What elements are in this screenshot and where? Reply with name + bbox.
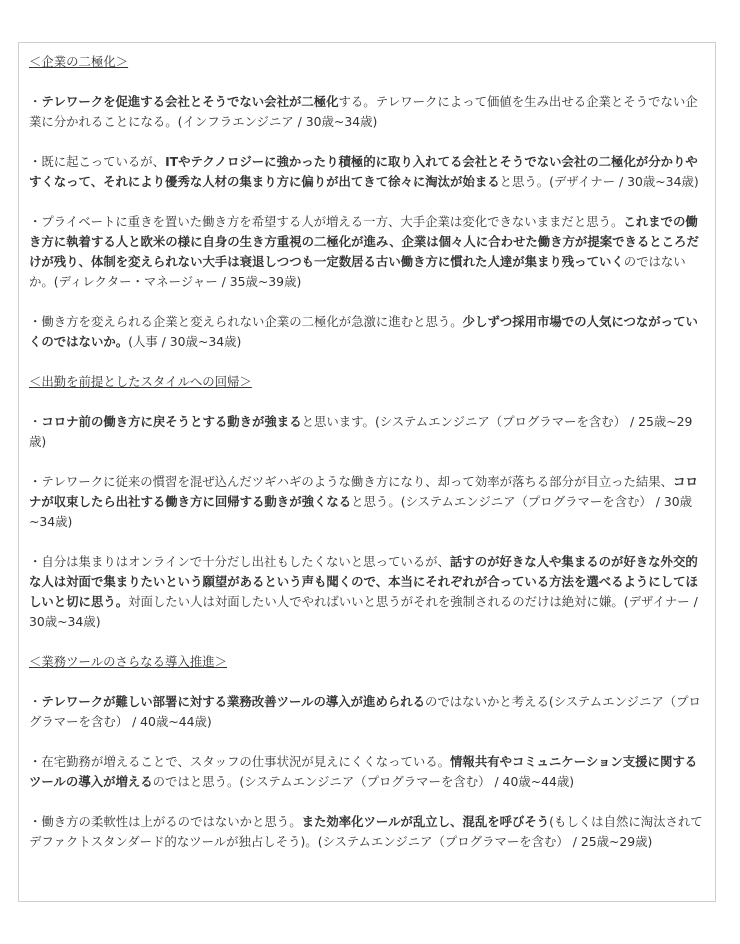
comment-text: ・ xyxy=(29,414,42,429)
comment-text: ・働き方の柔軟性は上がるのではないかと思う。 xyxy=(29,814,302,829)
emphasis-text: 話すのが好きな人や集まるのが好きな外交的な人は対面で集まりたいという願望があるという声も聞くので、本当にそれぞれが合っている方法を選べるようにしてほしいと切に思う。 xyxy=(29,554,698,609)
comment-text: ・ xyxy=(29,94,42,109)
comment-text: (人事 / 30歳~34歳) xyxy=(128,334,242,349)
emphasis-text: また効率化ツールが乱立し、混乱を呼びそう xyxy=(301,814,550,829)
section-heading: ＜業務ツールのさらなる導入推進＞ xyxy=(29,654,228,669)
comment-text: (もしくは自然に淘汰されてデファクトスタンダード的なツールが独占しそう)。(システムエンジニア（プログラマーを含む） / 25歳~29歳) xyxy=(29,814,703,849)
emphasis-text: コロナが収束したら出社する働き方に回帰する動きが強くなる xyxy=(29,474,698,509)
comment-item xyxy=(29,312,707,352)
comment-text: と思う。(システムエンジニア（プログラマーを含む） / 30歳~34歳) xyxy=(29,494,693,529)
comment-text: のではと思う。(システムエンジニア（プログラマーを含む） / 40歳~44歳) xyxy=(152,774,575,789)
comment-text: ・働き方を変えられる企業と変えられない企業の二極化が急激に進むと思う。 xyxy=(29,314,463,329)
spacer xyxy=(29,352,707,372)
comment-text: と思う。(デザイナー / 30歳~34歳) xyxy=(499,174,699,189)
spacer xyxy=(29,532,707,552)
emphasis-text: テレワークが難しい部署に対する業務改善ツールの導入が進められる xyxy=(41,694,426,709)
spacer xyxy=(29,792,707,812)
comment-item xyxy=(29,92,707,132)
comment-item xyxy=(29,472,707,532)
spacer xyxy=(29,392,707,412)
emphasis-text: テレワークを促進する会社とそうでない会社が二極化 xyxy=(41,94,339,109)
comment-item xyxy=(29,152,707,192)
spacer xyxy=(29,72,707,92)
spacer xyxy=(29,292,707,312)
section-heading: ＜出勤を前提としたスタイルへの回帰＞ xyxy=(29,374,252,389)
emphasis-text: これまでの働き方に執着する人と欧米の様に自身の生き方重視の二極化が進み、企業は個々人に合わせた働き方が提案できるところだけが残り、体制を変えられない大手は衰退しつつも一定数居る古い働き方に慣れた人達が集まり残っていく xyxy=(29,214,699,269)
article-box xyxy=(18,42,716,902)
spacer xyxy=(29,732,707,752)
comment-text: ・自分は集まりはオンラインで十分だし出社もしたくないと思っているが、 xyxy=(29,554,450,569)
comment-text: 対面したい人は対面したい人でやればいいと思うがそれを強制されるのだけは絶対に嫌。(デザイナー / 30歳~34歳) xyxy=(29,594,698,629)
comment-item xyxy=(29,752,707,792)
comment-item xyxy=(29,692,707,732)
comment-text: ・ xyxy=(29,694,42,709)
spacer xyxy=(29,132,707,152)
comment-text: ・既に起こっているが、 xyxy=(29,154,166,169)
comment-text: ・プライベートに重きを置いた働き方を希望する人が増える一方、大手企業は変化できないままだと思う。 xyxy=(29,214,624,229)
emphasis-text: 少しずつ採用市場での人気につながっていくのではないか。 xyxy=(29,314,698,349)
section-heading: ＜企業の二極化＞ xyxy=(29,54,129,69)
emphasis-text: コロナ前の働き方に戻そうとする動きが強まる xyxy=(41,414,302,429)
comment-text: のではないか。(ディレクター・マネージャー / 35歳~39歳) xyxy=(29,254,686,289)
article-content xyxy=(29,52,707,852)
spacer xyxy=(29,452,707,472)
comment-text: と思います。(システムエンジニア（プログラマーを含む） / 25歳~29歳) xyxy=(29,414,693,449)
emphasis-text: ITやテクノロジーに強かったり積極的に取り入れてる会社とそうでない会社の二極化が分かりやすくなって、それにより優秀な人材の集まり方に偏りが出てきて徐々に淘汰が始まる xyxy=(29,154,698,189)
comment-item xyxy=(29,812,707,852)
comment-text: する。テレワークによって価値を生み出せる企業とそうでない企業に分かれることになる。(インフラエンジニア / 30歳~34歳) xyxy=(29,94,698,129)
spacer xyxy=(29,632,707,652)
comment-text: ・テレワークに従来の慣習を混ぜ込んだツギハギのような働き方になり、却って効率が落ちる部分が目立った結果、 xyxy=(29,474,674,489)
comment-item xyxy=(29,412,707,452)
spacer xyxy=(29,192,707,212)
spacer xyxy=(29,672,707,692)
comment-item xyxy=(29,552,707,632)
comment-text: のではないかと考える(システムエンジニア（プログラマーを含む） / 40歳~44歳) xyxy=(29,694,701,729)
comment-item xyxy=(29,212,707,292)
comment-text: ・在宅勤務が増えることで、スタッフの仕事状況が見えにくくなっている。 xyxy=(29,754,451,769)
emphasis-text: 情報共有やコミュニケーション支援に関するツールの導入が増える xyxy=(29,754,698,789)
